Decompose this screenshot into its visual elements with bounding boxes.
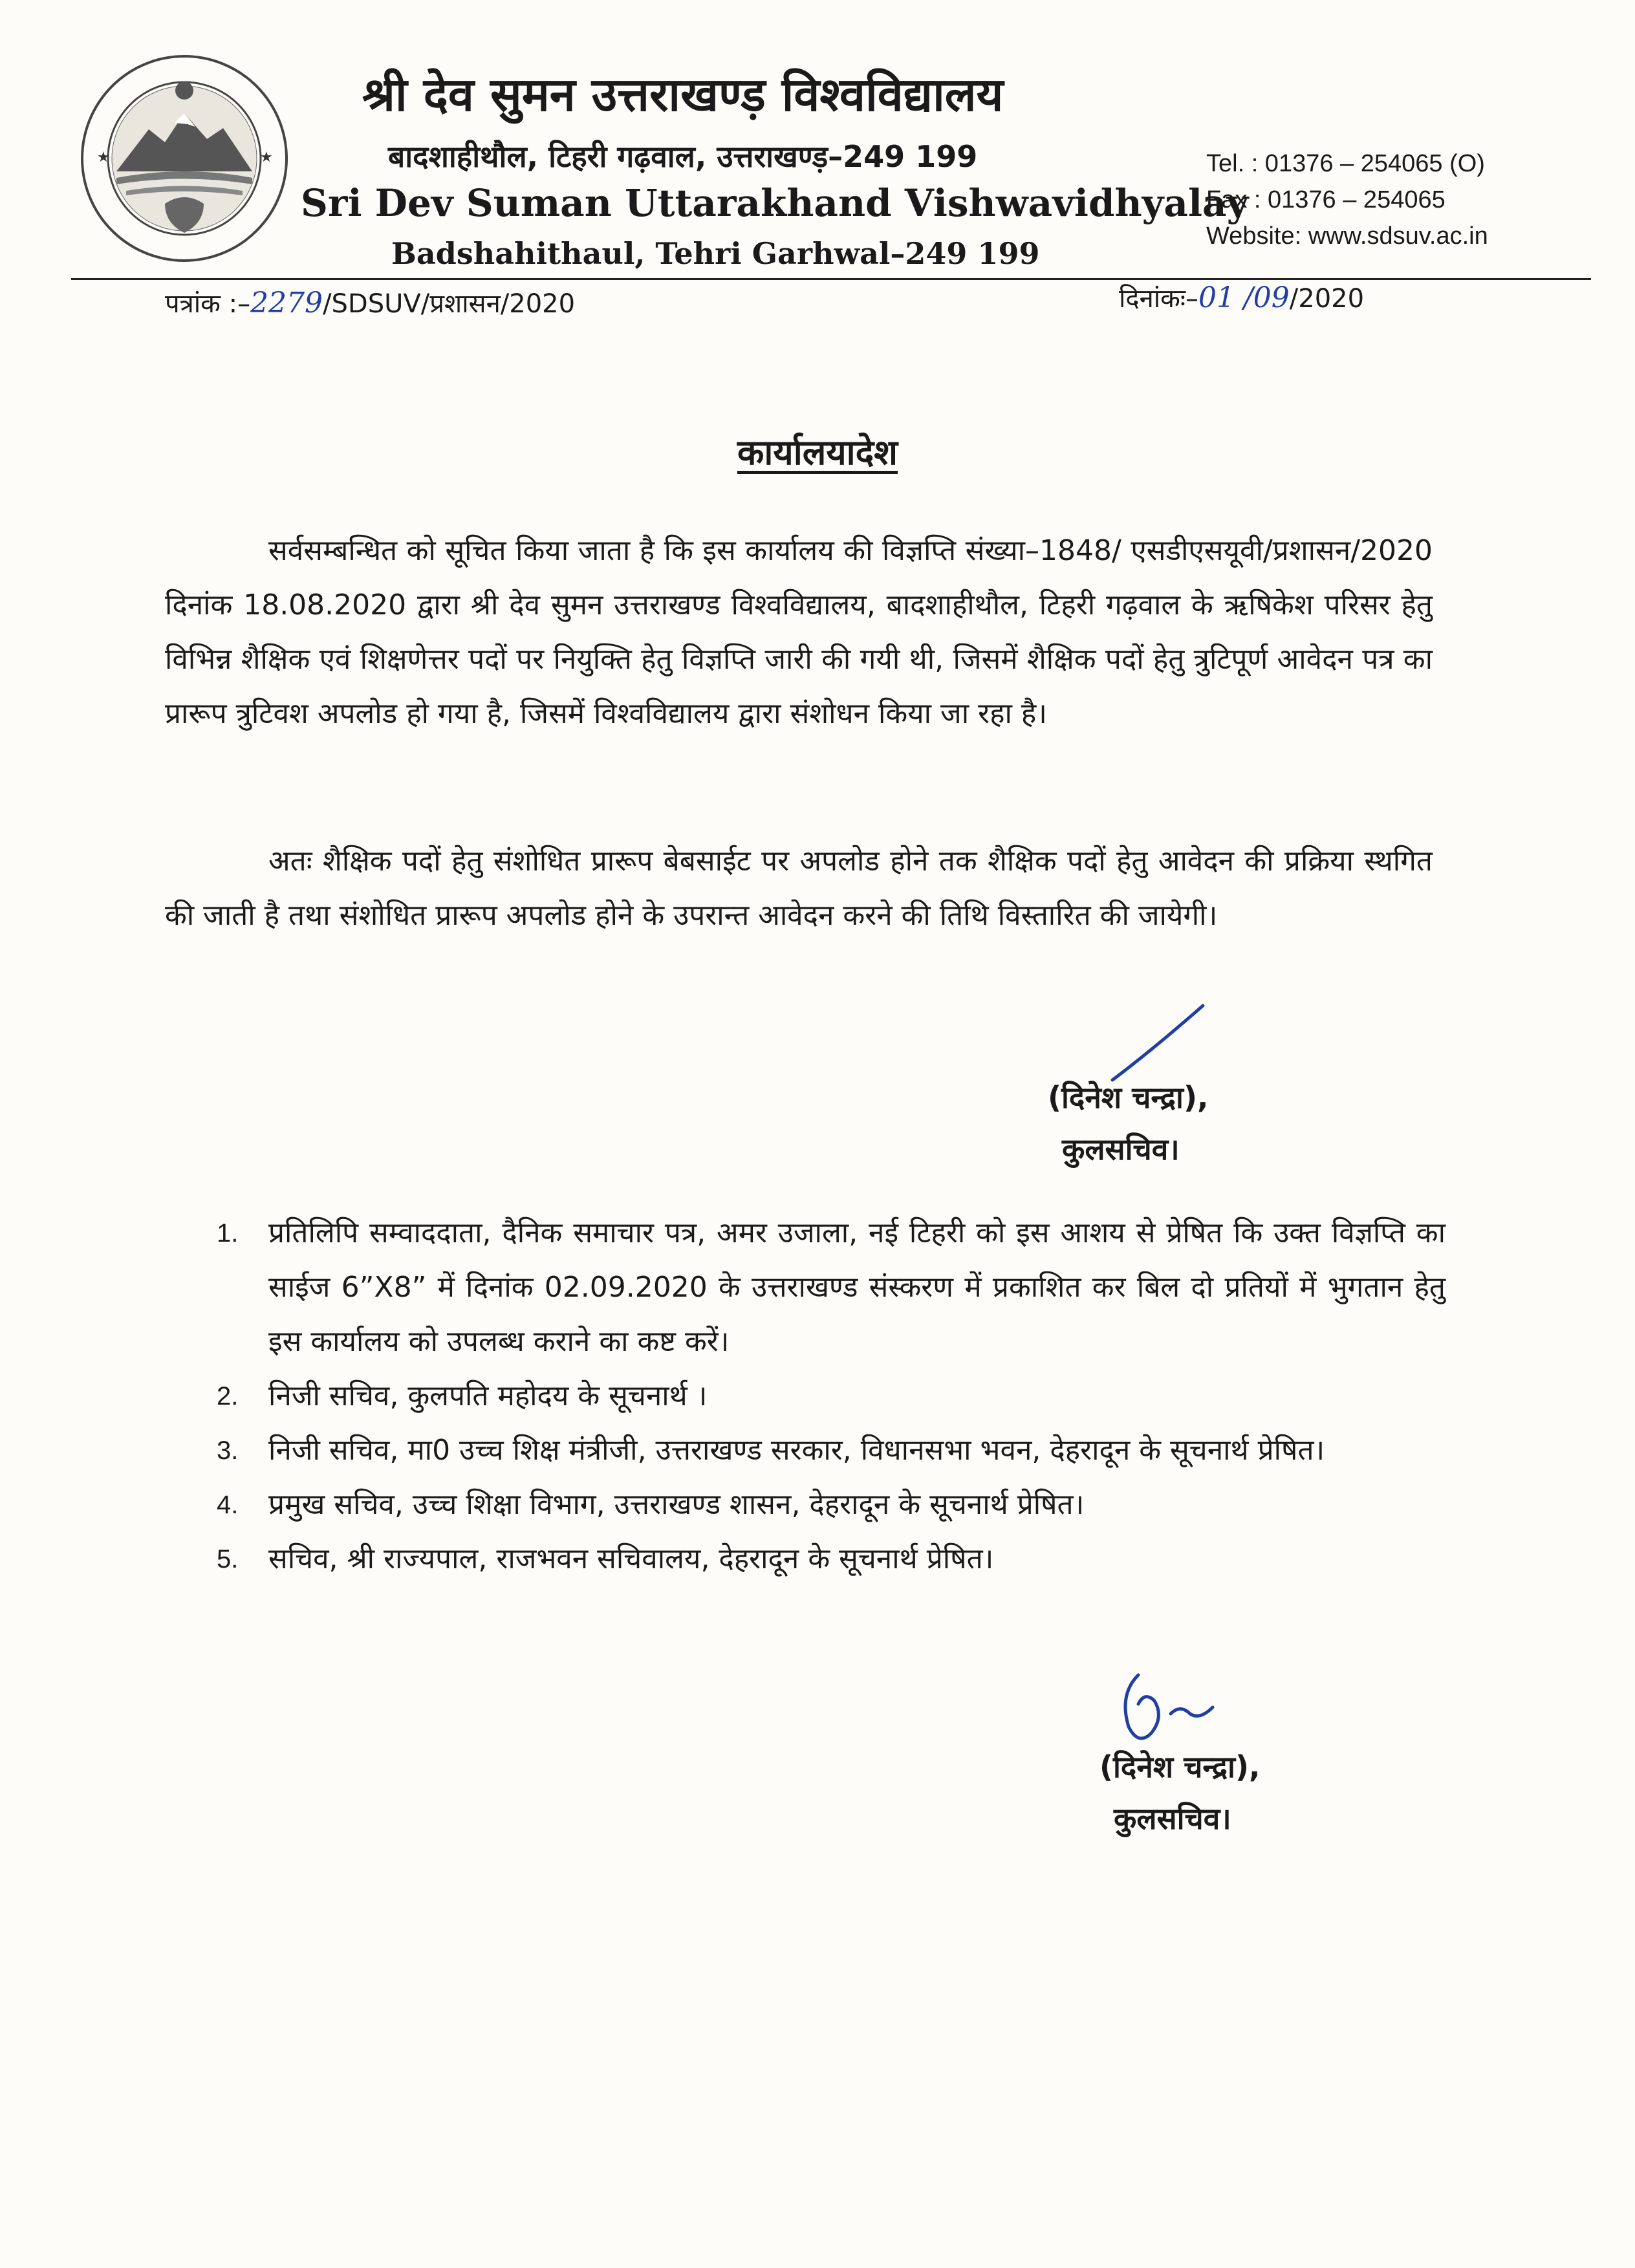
website-address: Website: www.sdsuv.ac.in (1206, 222, 1488, 250)
handwritten-date-month: 09 (1253, 281, 1290, 314)
list-item-text: निजी सचिव, मा0 उच्च शिक्ष मंत्रीजी, उत्तराखण्ड सरकार, विधानसभा भवन, देहरादून के सूचनार्थ प्रेषित। (268, 1434, 1325, 1467)
university-name-english: Sri Dev Suman Uttarakhand Vishwavidhyalay (301, 181, 1249, 225)
signature-block-copy (1099, 1746, 1260, 1838)
telephone-number: Tel. : 01376 – 254065 (O) (1206, 150, 1485, 177)
list-item (217, 1532, 1446, 1586)
body-paragraph-2: अतः शैक्षिक पदों हेतु संशोधित प्रारूप बेबसाईट पर अपलोड होने तक शैक्षिक पदों हेतु आवेदन की प्रक्रिया स्थगित की जाती है तथा संशोधित प्रारूप अपलोड होने के उपरान्त आवेदन करने की तिथि विस्तारित की जायेगी। (165, 845, 1433, 932)
list-item-text: प्रतिलिपि सम्वाददाता, दैनिक समाचार पत्र, अमर उजाला, नई टिहरी को इस आशय से प्रेषित कि उक्त विज्ञप्ति का साईज 6”X8” में दिनांक 02.09.2020 के उत्तराखण्ड संस्करण में प्रकाशित कर बिल दो प्रतियों में भुगतान हेतु इस कार्यालय को उपलब्ध कराने का कष्ट करें। (268, 1216, 1446, 1358)
list-item-number: 4. (217, 1491, 239, 1519)
handwritten-signature (1099, 1656, 1268, 1759)
copy-distribution-list (217, 1206, 1446, 1586)
list-item-number: 1. (217, 1219, 239, 1247)
signature-block (1048, 1077, 1208, 1169)
date-prefix: दिनांकः– (1119, 284, 1198, 314)
signatory-title: कुलसचिव। (1114, 1801, 1231, 1836)
office-order-heading-text: कार्यालयादेश (737, 432, 898, 473)
university-address-hindi: बादशाहीथौल, टिहरी गढ़वाल, उत्तराखण्ड़–249 199 (388, 139, 978, 174)
list-item-text: निजी सचिव, कुलपति महोदय के सूचनार्थ । (268, 1379, 708, 1412)
list-item-number: 2. (217, 1382, 239, 1410)
list-item (217, 1478, 1446, 1532)
list-item (217, 1206, 1446, 1369)
reference-number-line (165, 285, 575, 320)
list-item-number: 5. (217, 1545, 239, 1573)
reference-prefix: पत्रांक :– (165, 289, 251, 319)
university-address-english: Badshahithaul, Tehri Garhwal–249 199 (391, 236, 1040, 271)
fax-number: Fax : 01376 – 254065 (1206, 186, 1446, 213)
date-slash: / (1234, 281, 1253, 314)
handwritten-reference-number: 2279 (250, 286, 323, 319)
university-name-hindi: श्री देव सुमन उत्तराखण्ड़ विश्वविद्यालय (362, 67, 1004, 122)
signatory-name: (दिनेश चन्द्रा), (1099, 1749, 1261, 1784)
list-item-number: 3. (217, 1436, 239, 1465)
list-item-text: सचिव, श्री राज्यपाल, राजभवन सचिवालय, देहरादून के सूचनार्थ प्रेषित। (268, 1542, 994, 1575)
university-seal-logo (78, 52, 291, 265)
signatory-title: कुलसचिव। (1062, 1132, 1180, 1167)
signatory-name: (दिनेश चन्द्रा), (1048, 1080, 1209, 1115)
office-order-heading (0, 427, 1635, 475)
list-item (217, 1369, 1446, 1423)
list-item (217, 1423, 1446, 1478)
list-item-text: प्रमुख सचिव, उच्च शिक्षा विभाग, उत्तराखण्ड शासन, देहरादून के सूचनार्थ प्रेषित। (268, 1488, 1085, 1521)
date-year: /2020 (1289, 284, 1365, 314)
signature-mark (1099, 999, 1216, 1090)
reference-suffix: /SDSUV/प्रशासन/2020 (323, 289, 576, 319)
date-line (1119, 279, 1364, 315)
handwritten-date-day: 01 (1198, 281, 1235, 314)
body-paragraph-1: सर्वसम्बन्धित को सूचित किया जाता है कि इस कार्यालय की विज्ञप्ति संख्या–1848/ एसडीएसयूवी/प्रशासन/2020 दिनांक 18.08.2020 द्वारा श्री देव सुमन उत्तराखण्ड विश्वविद्यालय, बादशाहीथौल, टिहरी गढ़वाल के ऋषिकेश परिसर हेतु विभिन्न शैक्षिक एवं शिक्षणेत्तर पदों पर नियुक्ति हेतु विज्ञप्ति जारी की गयी थी, जिसमें शैक्षिक पदों हेतु त्रुटिपूर्ण आवेदन पत्र का प्रारूप त्रुटिवश अपलोड हो गया है, जिसमें विश्वविद्यालय द्वारा संशोधन किया जा रहा है। (165, 534, 1433, 730)
svg-text:★: ★ (97, 149, 110, 166)
svg-text:★: ★ (260, 149, 273, 166)
